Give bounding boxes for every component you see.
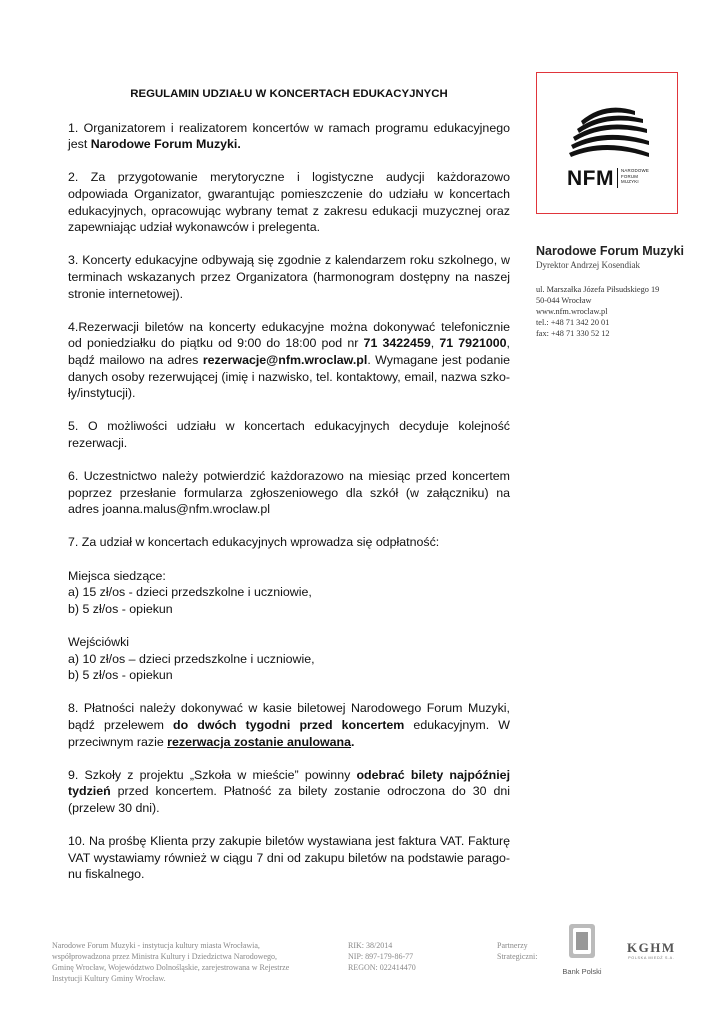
paragraph-6: 6. Uczestnictwo należy potwierdzić każdorazowo na miesiąc przed koncertem poprzez przesłanie formularza zgłoszeniowego dla szkół (w załączniku) na adres joanna.malus@nfm.wroclaw.pl [68, 469, 510, 517]
logo-divider [617, 168, 618, 188]
footer-line-4: Instytucji Kultury Gminy Wrocław. [52, 974, 166, 983]
p8-text: 8. Płatności należy dokonywać w kasie biletowej Narodowego Forum Muzyki, bądź przelewem [68, 701, 510, 732]
contact-block [536, 244, 716, 339]
logo-text: NFM [567, 167, 614, 190]
paragraph-10: 10. Na prośbę Klienta przy zakupie biletów wystawiana jest faktura VAT. Fakturę VAT wystawiamy również w ciągu 7 dni od zakupu biletów na podstawie paragonu fiskalnego. [68, 834, 510, 882]
paragraph-1 [68, 120, 510, 153]
kghm-subtitle: POLSKA MIEDŹ S.A. [628, 956, 675, 960]
partners-line-1: Partnerzy [497, 941, 528, 950]
seats-pricing [68, 568, 510, 618]
wave-stripes-icon [565, 101, 651, 161]
p1-text: 1. Organizatorem i realizatorem koncertów w ramach programu edukacyjnego jest [68, 120, 510, 152]
entry-price-a: a) 10 zł/os – dzieci przedszkolne i uczniowie, [68, 651, 315, 666]
p9-end: przed koncertem. Płatność za bilety zostanie odroczona do 30 dni (przelew 30 dni). [68, 784, 510, 815]
p9-text: 9. Szkoły z projektu „Szkoła w mieście” powinny [68, 767, 357, 782]
org-name: Narodowe Forum Muzyki [536, 244, 684, 258]
paragraph-9 [68, 767, 510, 817]
paragraph-7: 7. Za udział w koncertach edukacyjnych wprowadza się odpłatność: [68, 535, 440, 550]
logo-subtext [621, 168, 649, 185]
nfm-logo [536, 72, 678, 214]
paragraph-2: 2. Za przygotowanie merytoryczne i logistyczne audycji każdorazowo odpowiada Organizator, gwarantując pomieszczenie do udziału w koncertach edukacyjnych, opracowując wybrany temat z zakresu edukacji muzycznej oraz zapewniając udział wykonawców i prelegenta. [68, 170, 510, 235]
logo-sub-2: FORUM [621, 173, 639, 179]
document-title: REGULAMIN UDZIAŁU W KONCERTACH EDUKACYJNYCH [130, 88, 448, 100]
footer-line-3: Gminę Wrocław, Województwo Dolnośląskie, zarejestrowana w Rejestrze [52, 963, 290, 972]
paragraph-3: 3. Koncerty edukacyjne odbywają się zgodnie z kalendarzem roku szkolnego, w terminach wskazanych przez Organizatora (harmonogram dostępny na naszej stronie internetowej). [68, 253, 510, 301]
seats-price-b: b) 5 zł/os - opiekun [68, 601, 173, 616]
paragraph-4 [68, 319, 510, 402]
footer-registry [348, 940, 458, 973]
paragraph-8 [68, 700, 510, 750]
p8-underline: rezerwacja zostanie anulowana [167, 734, 352, 749]
p4-mid: , bądź mailowo na adres [68, 336, 510, 367]
p4-text: 4.Rezerwacji biletów na koncerty edukacyjne można dokonywać telefonicznie od poniedziałku do piątku od 9:00 do 18:00 pod nr [68, 319, 510, 351]
p8-mid: edukacyjnym. W przeciwnym razie [68, 717, 510, 749]
street: ul. Marszałka Józefa Piłsudskiego 19 [536, 285, 660, 294]
partners-line-2: Strategiczni: [497, 952, 538, 961]
entry-price-b: b) 5 zł/os - opiekun [68, 668, 173, 683]
regulations-document [68, 86, 510, 900]
paragraph-5: 5. O możliwości udziału w koncertach edukacyjnych decyduje kolejność rezerwacji. [68, 419, 510, 450]
seats-price-a: a) 15 zł/os - dzieci przedszkolne i uczniowie, [68, 585, 312, 600]
website: www.nfm.wroclaw.pl [536, 307, 608, 316]
kghm-logo [627, 940, 676, 960]
regon-number: REGON: 022414470 [348, 963, 416, 972]
nip-number: NIP: 897-179-86-77 [348, 952, 414, 961]
phone-1: 71 3422459 [363, 336, 431, 351]
logo-sub-1: NARODOWE [621, 168, 649, 173]
p8-end: . [351, 734, 355, 749]
logo-sub-3: MUZYKI [621, 179, 639, 184]
entry-pricing [68, 634, 510, 684]
footer-legal [52, 940, 312, 984]
p1-bold: Narodowe Forum Muzyki. [90, 137, 241, 152]
seats-heading: Miejsca siedzące: [68, 568, 166, 583]
pko-bank-icon [567, 922, 597, 960]
pko-logo [560, 922, 604, 976]
partners-label [497, 940, 537, 962]
kghm-name: KGHM [627, 940, 676, 955]
bank-name: Bank Polski [562, 967, 602, 976]
p4-end: . Wymagane jest podanie danych osoby rezerwującej (imię i nazwisko, tel. kontaktowy, email, nazwa szkoły/instytucji). [68, 352, 510, 401]
entry-heading: Wejściówki [68, 635, 130, 649]
director: Dyrektor Andrzej Kosendiak [536, 260, 640, 270]
fax: fax: +48 71 330 52 12 [536, 329, 610, 338]
city: 50-044 Wrocław [536, 296, 592, 305]
phone-2: 71 7921000 [439, 336, 507, 351]
reservation-email: rezerwacje@nfm.wroclaw.pl [202, 352, 368, 367]
p8-bold: do dwóch tygodni przed koncertem [173, 717, 405, 732]
p4-sep: , [430, 336, 440, 351]
footer-line-2: współprowadzona przez Ministra Kultury i Dziedzictwa Narodowego, [52, 952, 278, 961]
footer-line-1: Narodowe Forum Muzyki - instytucja kultury miasta Wrocławia, [52, 941, 260, 950]
telephone: tel.: +48 71 342 20 01 [536, 318, 610, 327]
rik-number: RIK: 38/2014 [348, 941, 393, 950]
address [536, 284, 716, 339]
p9-bold: odebrać bilety najpóźniej tydzień [68, 767, 511, 799]
